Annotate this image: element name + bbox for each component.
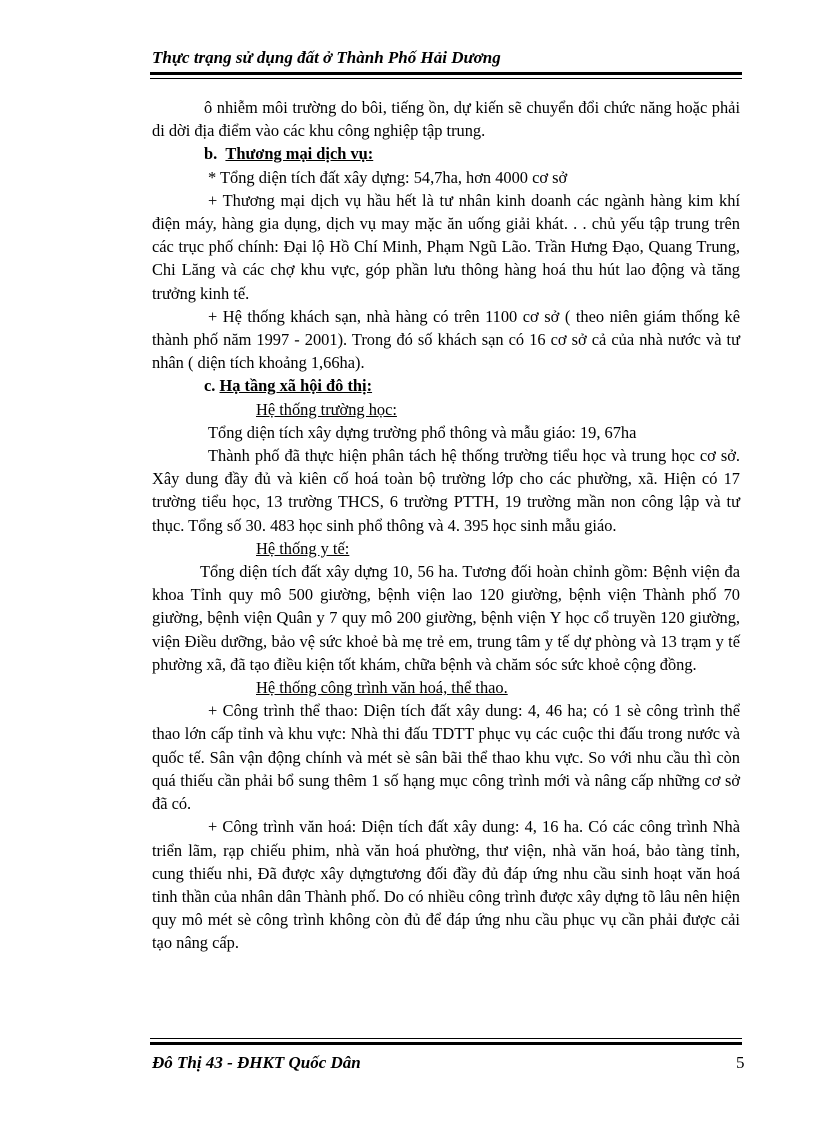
page-header-title: Thực trạng sử dụng đất ở Thành Phố Hải Dương	[152, 48, 501, 67]
subheading-health: Hệ thống y tế:	[256, 538, 350, 558]
subheading-schools: Hệ thống trường học:	[256, 399, 397, 419]
paragraph: + Thương mại dịch vụ hầu hết là tư nhân kinh doanh các ngành hàng kim khí điện máy, hàng gia dụng, dịch vụ may mặc ăn uống giải khát. . . chủ yếu tập trung trên các trục phố chính: Đại lộ Hồ Chí Minh, Phạm Ngũ Lão. Trần Hưng Đạo, Quang Trung, Chi Lăng và các chợ khu vực, góp phần lưu thông hàng hoá thu hút lao động và tăng trưởng kinh tế.	[152, 190, 740, 303]
header-rule-thick	[150, 72, 742, 75]
header-rule-thin	[150, 78, 742, 79]
heading-number: b.	[204, 144, 218, 164]
section-heading-c	[152, 374, 740, 397]
footer-rule-thin	[150, 1038, 742, 1039]
footer-rule-thick	[150, 1042, 742, 1045]
paragraph: ô nhiễm môi trường do bôi, tiếng ồn, dự kiến sẽ chuyển đổi chức năng hoặc phải di dời địa điểm vào các khu công nghiệp tập trung.	[152, 98, 740, 141]
paragraph: * Tổng diện tích đất xây dựng: 54,7ha, hơn 4000 cơ sở	[208, 167, 568, 187]
heading-text: Hạ tầng xã hội đô thị:	[219, 376, 373, 396]
paragraph: Thành phố đã thực hiện phân tách hệ thống trường tiểu học và trung học cơ sở. Xây dung đầy đủ và kiên cố hoá toàn bộ trường lớp cho các phường, xã. Hiện có 17 trường tiểu học, 13 trường THCS, 6 trường PTTH, 19 trường mần non công lập và tư thục. Tổng số 30. 483 học sinh phổ thông và 4. 395 học sinh mẫu giáo.	[152, 446, 740, 535]
page-number: 5	[736, 1053, 745, 1072]
paragraph: + Hệ thống khách sạn, nhà hàng có trên 1100 cơ sở ( theo niên giám thống kê thành phố năm 1997 - 2001). Trong đó số khách sạn có 16 cơ sở cả của nhà nước và tư nhân ( diện tích khoảng 1,66ha).	[152, 306, 740, 373]
document-body	[152, 96, 740, 955]
paragraph: Tổng diện tích xây dựng trường phổ thông và mẫu giáo: 19, 67ha	[208, 422, 637, 442]
paragraph: + Công trình văn hoá: Diện tích đất xây dung: 4, 16 ha. Có các công trình Nhà triển lãm, rạp chiếu phim, nhà văn hoá phường, thư viện, nhà văn hoá, bảo tàng tỉnh, cung thiếu nhi, Đã được xây dựngtương đối đầy đủ đáp ứng nhu cầu sinh hoạt văn hoá tinh thần của nhân dân Thành phố. Do có nhiều công trình được xây dựng tõ lâu nên hiện quy mô mét sè công trình không còn đủ để đáp ứng nhu cầu phục vụ cần phải được cải tạo nâng cấp.	[152, 817, 740, 953]
paragraph: Tổng diện tích đất xây dựng 10, 56 ha. Tương đối hoàn chỉnh gồm: Bệnh viện đa khoa Tỉnh quy mô 500 giường, bệnh viện lao 120 giường, bệnh viện Thành phố 70 giường, bệnh viện Quân y 7 quy mô 200 giường, bệnh viện Y học cổ truyền 120 giường, viện Điều dưỡng, bảo vệ sức khoẻ bà mẹ trẻ em, trung tâm y tế dự phòng và 13 trạm y tế phường xã, đã tạo điều kiện tốt khám, chữa bệnh và chăm sóc sức khoẻ cộng đồng.	[152, 562, 740, 674]
heading-number: c.	[204, 376, 216, 396]
section-heading-b	[152, 142, 740, 165]
footer-text: Đô Thị 43 - ĐHKT Quốc Dân	[152, 1053, 361, 1072]
heading-text: Thương mại dịch vụ:	[225, 144, 374, 164]
paragraph: + Công trình thể thao: Diện tích đất xây dung: 4, 46 ha; có 1 sè công trình thể thao lớn cấp tỉnh và khu vực: Nhà thi đấu TDTT phục vụ các cuộc thi đấu trong nước và quốc tế. Sân vận động chính và mét sè sân bãi thể thao khu vực. So với nhu cầu thì còn quá thiếu cần phải bổ sung thêm 1 số hạng mục công trình mới và nâng cấp những cơ sở đã có.	[152, 701, 740, 814]
subheading-culture: Hệ thống công trình văn hoá, thể thao.	[256, 678, 508, 698]
